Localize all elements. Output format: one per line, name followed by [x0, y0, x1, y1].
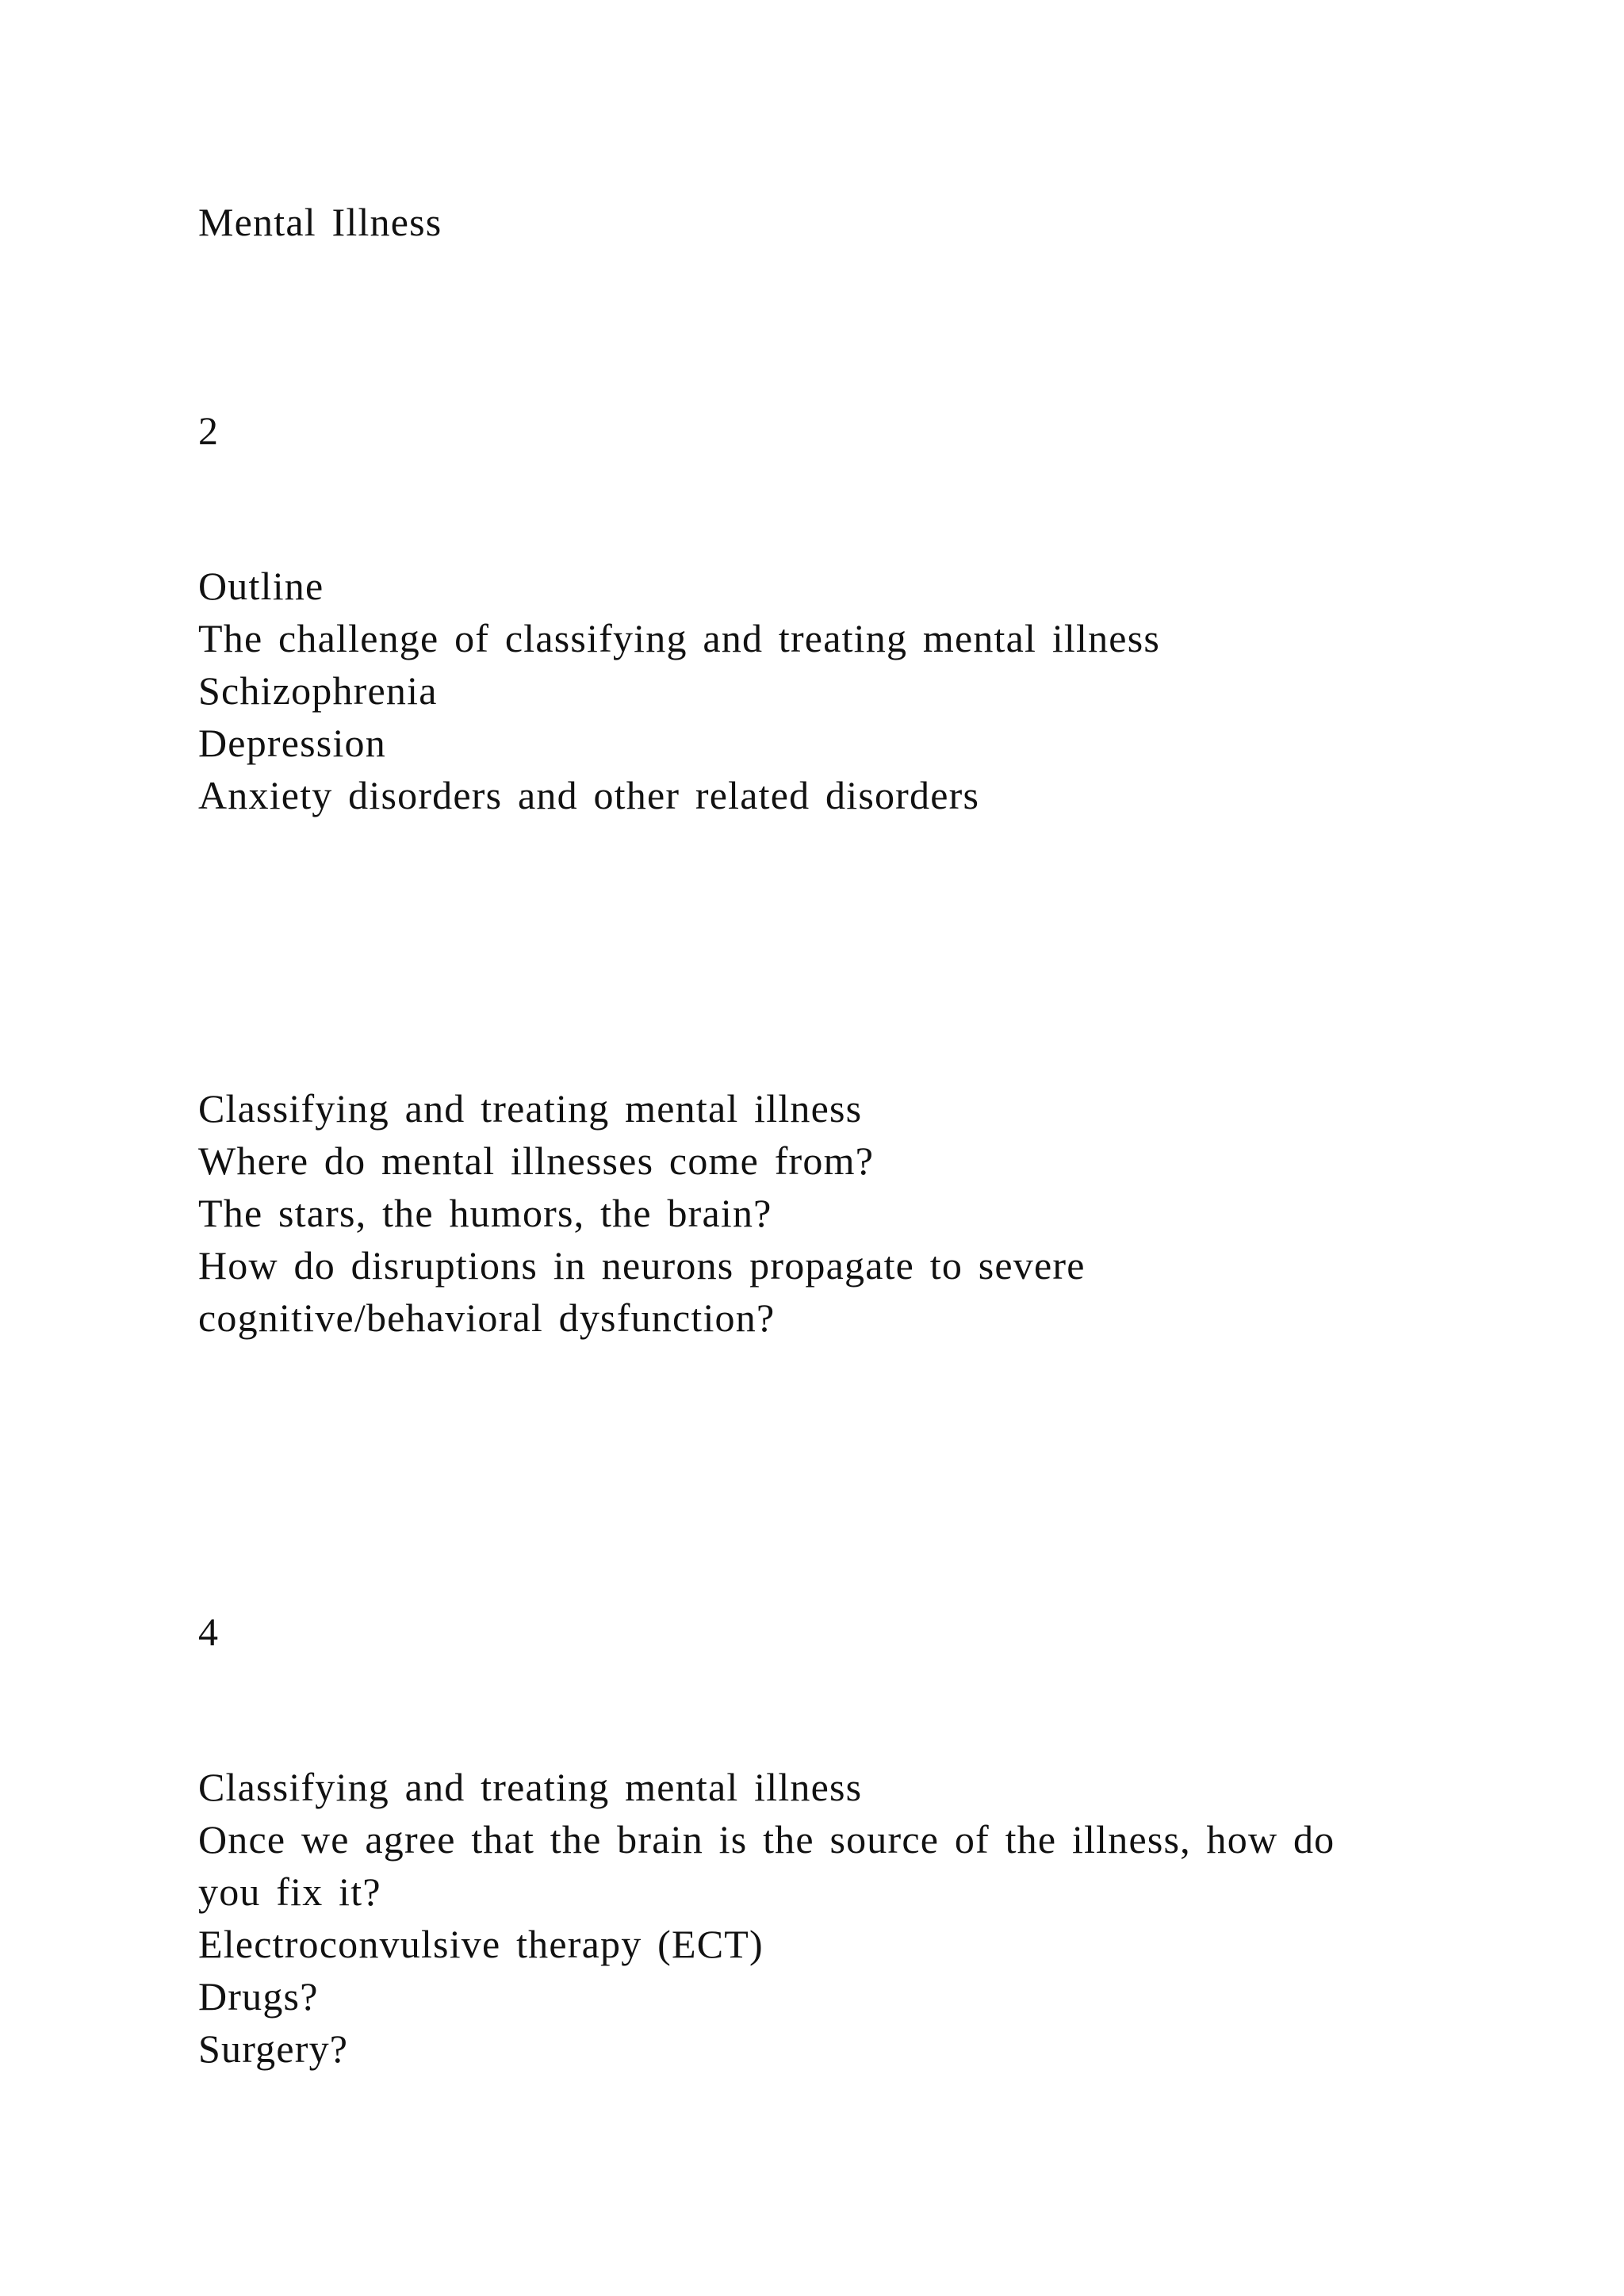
page-number-2: 2 — [198, 408, 220, 453]
document-title: Mental Illness — [198, 200, 442, 244]
outline-item: Anxiety disorders and other related disorders — [198, 773, 980, 817]
section-line: Drugs? — [198, 1974, 319, 2019]
section-line: The stars, the humors, the brain? — [198, 1191, 772, 1235]
section-line: cognitive/behavioral dysfunction? — [198, 1295, 776, 1340]
outline-heading: Outline — [198, 564, 324, 608]
outline-item: Schizophrenia — [198, 668, 438, 713]
section-line: Electroconvulsive therapy (ECT) — [198, 1922, 764, 1966]
section-line: How do disruptions in neurons propagate to severe — [198, 1243, 1086, 1288]
section-line: Surgery? — [198, 2026, 349, 2071]
section-heading: Classifying and treating mental illness — [198, 1765, 863, 1809]
outline-item: Depression — [198, 721, 386, 765]
page-number-4: 4 — [198, 1609, 220, 1654]
section-line: Where do mental illnesses come from? — [198, 1138, 875, 1183]
section-heading: Classifying and treating mental illness — [198, 1086, 863, 1131]
section-line: Once we agree that the brain is the source of the illness, how do — [198, 1817, 1335, 1862]
outline-item: The challenge of classifying and treating mental illness — [198, 616, 1161, 660]
section-line: you fix it? — [198, 1869, 381, 1914]
